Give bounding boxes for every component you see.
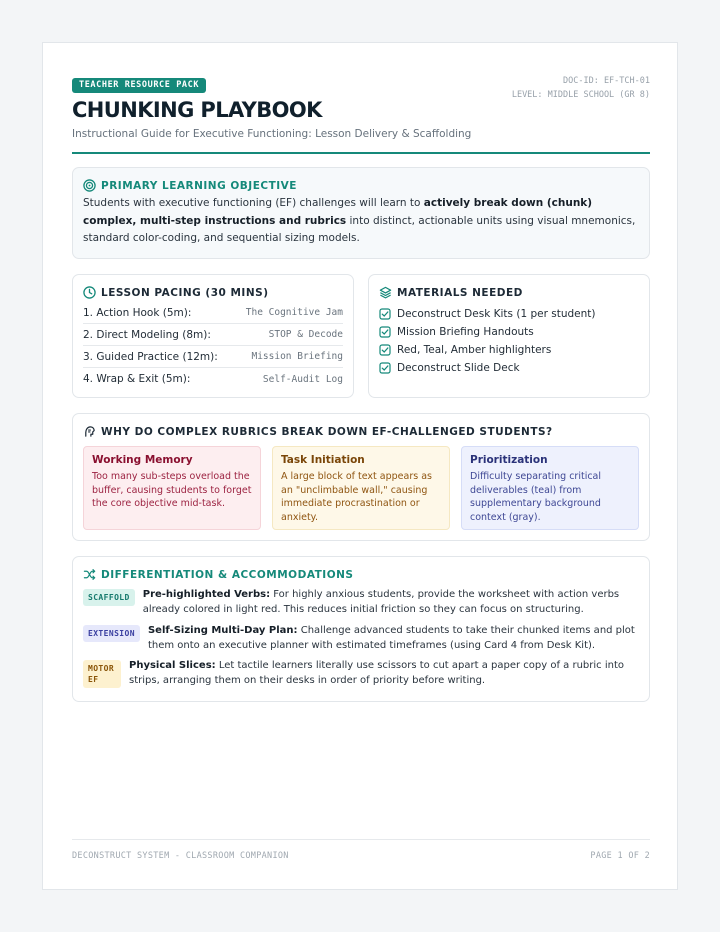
document-page bbox=[42, 42, 678, 890]
material-item: Mission Briefing Handouts bbox=[379, 323, 534, 340]
document-header bbox=[72, 78, 650, 154]
objective-text: Students with executive functioning (EF) challenges will learn to actively break down (chunk) complex, multi-step instructions and rubrics into distinct, actionable units using visual mnemonics, standard color-coding, and sequential sizing models. bbox=[83, 197, 636, 244]
pacing-row: 3. Guided Practice (12m): Mission Briefing bbox=[83, 346, 343, 368]
page-title: CHUNKING PLAYBOOK bbox=[72, 98, 322, 122]
pacing-heading: LESSON PACING (30 MINS) bbox=[83, 286, 269, 299]
shuffle-icon bbox=[83, 568, 96, 581]
why-box-task-initiation: Task Initiation A large block of text appears as an "unclimbable wall," causing immediate procrastination or anxiety. bbox=[272, 446, 450, 530]
accommodation-scaffold: SCAFFOLD Pre-highlighted Verbs: For highly anxious students, provide the worksheet with action verbs already colored in light red. This reduces initial friction so they can focus on structuring. bbox=[83, 588, 639, 617]
document-meta bbox=[512, 74, 650, 102]
footer-system-label: DECONSTRUCT SYSTEM - CLASSROOM COMPANION bbox=[72, 851, 289, 861]
page-number: PAGE 1 OF 2 bbox=[590, 851, 650, 861]
accommodation-motor: MOTOR EF Physical Slices: Let tactile learners literally use scissors to cut apart a paper copy of a rubric into strips, arranging them on their desks in order of priority before writing. bbox=[83, 659, 639, 688]
page-subtitle: Instructional Guide for Executive Functioning: Lesson Delivery & Scaffolding bbox=[72, 128, 472, 140]
checkbox-checked-icon bbox=[379, 308, 391, 320]
checkbox-checked-icon bbox=[379, 362, 391, 374]
brain-hand-icon bbox=[83, 425, 96, 438]
why-box-prioritization: Prioritization Difficulty separating critical deliverables (teal) from supplementary background context (gray). bbox=[461, 446, 639, 530]
accommodation-tag: MOTOR EF bbox=[83, 660, 121, 688]
target-icon bbox=[83, 179, 96, 192]
lesson-pacing-card bbox=[72, 274, 354, 398]
accommodations-heading: DIFFERENTIATION & ACCOMMODATIONS bbox=[83, 568, 353, 581]
resource-badge: TEACHER RESOURCE PACK bbox=[72, 78, 206, 93]
clock-icon bbox=[83, 286, 96, 299]
materials-card bbox=[368, 274, 650, 398]
accommodation-tag: EXTENSION bbox=[83, 625, 140, 642]
why-box-working-memory: Working Memory Too many sub-steps overload the buffer, causing students to forget the core objective mid-task. bbox=[83, 446, 261, 530]
material-item: Red, Teal, Amber highlighters bbox=[379, 341, 551, 358]
materials-heading: MATERIALS NEEDED bbox=[379, 286, 523, 299]
why-card bbox=[72, 413, 650, 541]
material-item: Deconstruct Slide Deck bbox=[379, 359, 520, 376]
accommodation-tag: SCAFFOLD bbox=[83, 589, 135, 606]
document-footer bbox=[72, 839, 650, 861]
accommodation-extension: EXTENSION Self-Sizing Multi-Day Plan: Challenge advanced students to take their chunked items and plot them onto an executive planner with estimated timeframes (using Card 4 from Desk Kit). bbox=[83, 624, 639, 653]
grade-level: LEVEL: MIDDLE SCHOOL (GR 8) bbox=[511, 90, 650, 100]
checkbox-checked-icon bbox=[379, 326, 391, 338]
pacing-row: 4. Wrap & Exit (5m): Self-Audit Log bbox=[83, 373, 343, 385]
material-item: Deconstruct Desk Kits (1 per student) bbox=[379, 305, 595, 322]
accommodations-card bbox=[72, 556, 650, 702]
checkbox-checked-icon bbox=[379, 344, 391, 356]
why-heading: WHY DO COMPLEX RUBRICS BREAK DOWN EF-CHALLENGED STUDENTS? bbox=[83, 425, 553, 438]
objective-heading: PRIMARY LEARNING OBJECTIVE bbox=[83, 179, 297, 192]
layers-icon bbox=[379, 286, 392, 299]
pacing-row: 2. Direct Modeling (8m): STOP & Decode bbox=[83, 324, 343, 346]
doc-id: DOC-ID: EF-TCH-01 bbox=[563, 76, 650, 86]
pacing-row: 1. Action Hook (5m): The Cognitive Jam bbox=[83, 302, 343, 324]
objective-card bbox=[72, 167, 650, 259]
